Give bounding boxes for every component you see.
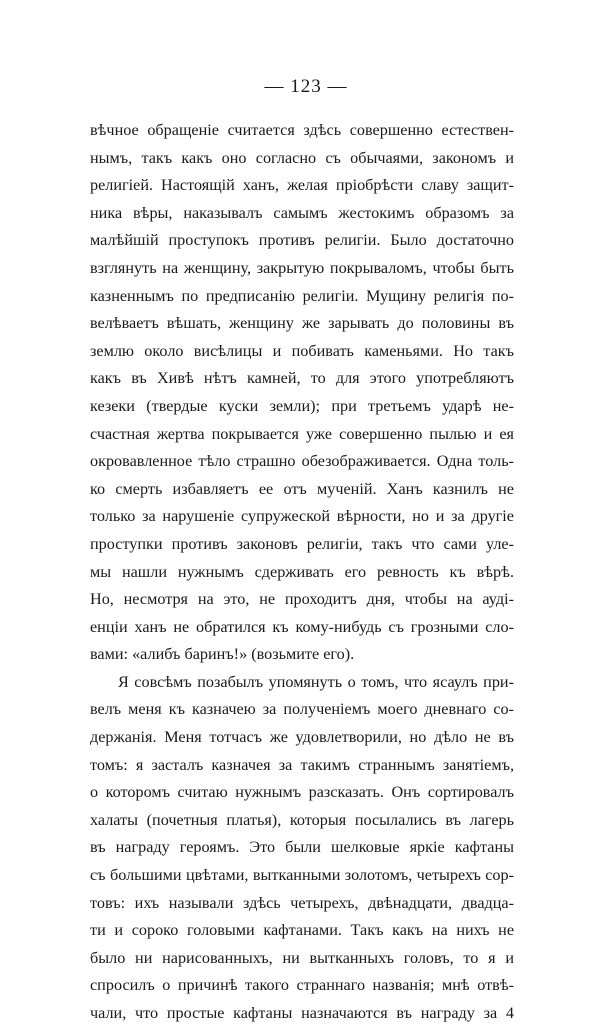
text-line: землю около висѣлицы и побивать каменьями. Но такъ <box>90 341 514 360</box>
text-line: нымъ, такъ какъ оно согласно съ обычаями, закономъ и <box>90 148 514 167</box>
text-line: спросилъ о причинѣ такого страннаго названія; мнѣ отвѣ- <box>90 976 514 995</box>
text-line: вами: «алибъ баринъ!» (возьмите его). <box>90 645 355 664</box>
text-line: вѣчное обращеніе считается здѣсь совершенно естествен- <box>90 121 514 139</box>
text-line: халаты (почетныя платья), которыя посылались въ лагерь <box>90 810 514 829</box>
text-line: какъ въ Хивѣ нѣтъ камней, то для этого употребляютъ <box>90 369 514 388</box>
text-line: религіей. Настоящій ханъ, желая пріобрѣсти славу защит- <box>90 176 514 195</box>
text-line: въ награду героямъ. Это были шелковые яркіе кафтаны <box>90 838 514 857</box>
text-line: счастная жертва покрывается уже совершенно пылью и ея <box>90 424 514 443</box>
text-line: чали, что простые кафтаны назначаются въ награду за 4 <box>90 1004 514 1022</box>
text-line: Но, несмотря на это, не проходитъ дня, чтобы на ауді- <box>90 590 514 609</box>
text-line: проступки противъ законовъ религіи, такъ что сами уле- <box>90 534 514 553</box>
text-line: велѣваетъ вѣшать, женщину же зарывать до половины въ <box>90 314 514 333</box>
text-line: держанія. Меня тотчасъ же удовлетворили, но дѣло не въ <box>90 728 514 747</box>
text-line: ника вѣры, наказывалъ самымъ жестокимъ образомъ за <box>90 203 514 222</box>
text-line: казненнымъ по предписанію религіи. Мущину религія по- <box>90 286 514 305</box>
page-number: — 123 — <box>264 76 348 97</box>
text-line: Я совсѣмъ позабылъ упомянуть о томъ, что ясаулъ при- <box>118 672 514 691</box>
text-line: товъ: ихъ называли здѣсь четырехъ, двѣнадцати, двадца- <box>90 893 514 912</box>
text-line: мы нашли нужнымъ сдерживать его ревность къ вѣрѣ. <box>90 562 514 581</box>
text-line: енціи ханъ не обратился къ кому-нибудь съ грозными сло- <box>90 617 514 636</box>
body-text <box>90 117 514 1028</box>
text-line: томъ: я засталъ казначея за такимъ страннымъ занятіемъ, <box>90 755 514 774</box>
text-line: о которомъ считаю нужнымъ разсказать. Онъ сортировалъ <box>90 783 514 802</box>
text-line: окровавленное тѣло страшно обезображивается. Одна толь- <box>90 452 514 471</box>
text-line: кезеки (твердые куски земли); при третьемъ ударѣ не- <box>90 396 514 415</box>
text-line: велъ меня къ казначею за полученіемъ моего дневнаго со- <box>90 700 514 719</box>
text-line: малѣйшій проступокъ противъ религіи. Было достаточно <box>90 231 514 250</box>
text-line: взглянуть на женщину, закрытую покрываломъ, чтобы быть <box>90 258 514 277</box>
text-line: только за нарушеніе супружеской вѣрности, но и за другіе <box>90 507 514 526</box>
text-line: ко смерть избавляетъ ее отъ мученій. Ханъ казнилъ не <box>90 479 514 498</box>
text-line: было ни нарисованныхъ, ни вытканныхъ головъ, то я и <box>90 948 514 967</box>
text-line: съ большими цвѣтами, вытканными золотомъ, четырехъ сор- <box>90 866 514 885</box>
text-line: ти и сороко головыми кафтанами. Такъ какъ на нихъ не <box>90 921 514 940</box>
